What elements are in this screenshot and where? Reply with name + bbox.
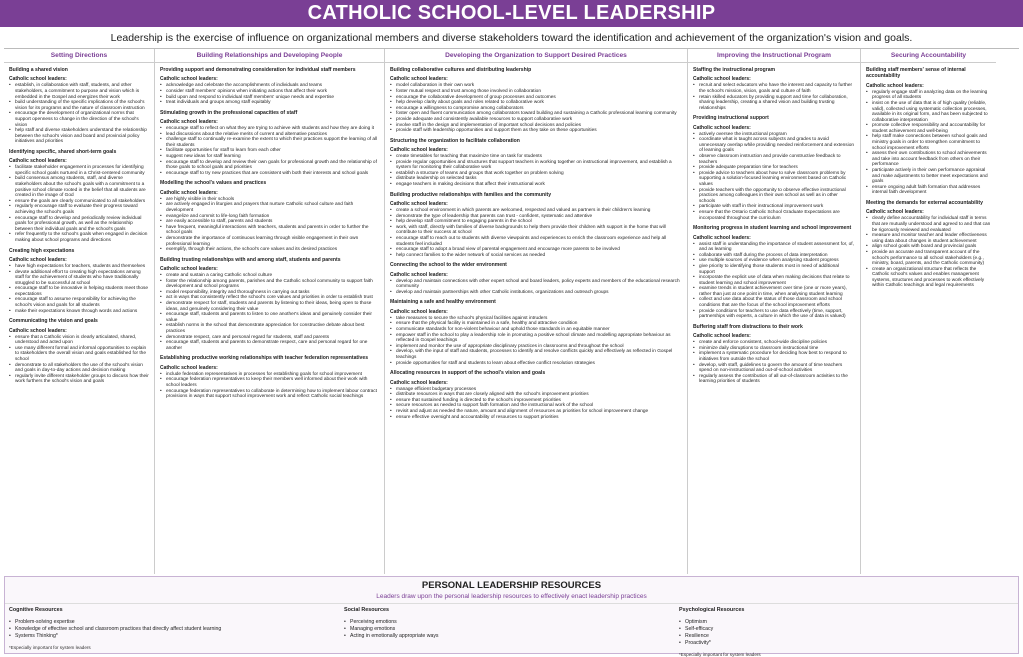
bullet-item: • develop, with the input of staff and students, processes to identify and resolve conflicts quickly and effectively as reflected in Gospel teachings	[390, 349, 682, 360]
bullet-item: • challenge staff to continually re-examine the extent to which their practices support the learning of all their students	[160, 137, 379, 148]
bullet-item: • assist staff in understanding the importance of student assessment for, of, and as learning	[693, 242, 855, 253]
bullet-item: • encourage federation representatives to collaborate in determining how to implement labour contract provisions in ways that support school improvement work and reflect Catholic social teachings	[160, 389, 379, 400]
bullet-item: • encourage staff, students and parents to demonstrate respect, care and personal regard for one another	[160, 340, 379, 351]
resource-item: • Systems Thinking*	[9, 633, 338, 640]
section-title: Buffering staff from distractions to their work	[693, 323, 803, 330]
leaders-label: Catholic school leaders:	[390, 76, 448, 83]
page-title: CATHOLIC SCHOOL-LEVEL LEADERSHIP	[0, 0, 1023, 27]
bullet-item: • provide advice to teachers about how to solve classroom problems by supporting a solution-focused learning environment based on Catholic values	[693, 171, 855, 188]
bullet-item: • establish, in collaboration with staff, students, and other stakeholders, a commitment to purpose and vision which is embedded in the Gospel and energizes their work	[9, 83, 149, 100]
bullet-item: • manage efficient budgetary processes	[390, 387, 682, 393]
bullet-item: • help connect families to the wider network of social services as needed	[390, 253, 682, 259]
bullet-list	[160, 372, 379, 400]
bullet-item: • encourage staff to assume responsibility for achieving the school's vision and goals for all students	[9, 297, 149, 308]
bullet-item: • provide teachers with the opportunity to observe effective instructional practices among colleagues in their own school as well as in other schools	[693, 188, 855, 205]
bullet-item: • provide opportunities for staff and students to learn about effective conflict resolution strategies	[390, 361, 682, 367]
resource-item: • Proactivity*	[679, 640, 1008, 647]
bullet-list	[390, 387, 682, 421]
resource-item: • Perceiving emotions	[344, 619, 673, 626]
bullet-item: • ensure that a Catholic vision is clearly articulated, shared, understood and acted upon	[9, 335, 149, 346]
bullet-item: • provide conditions for teachers to use data effectively (time, support, partnerships with experts, a culture in which the use of data is valued)	[693, 309, 855, 320]
bullet-item: • help staff make connections between school goals and ministry goals in order to strengthen commitment to school improvement efforts	[866, 134, 991, 151]
bullet-item: • retain skilled educators by providing support and time for collaboration, sharing leadership, creating a shared vision and building trusting relationships	[693, 95, 855, 112]
bullet-item: • secure resources as needed to support faith formation and the instructional work of the school	[390, 403, 682, 409]
section-title: Building collaborative cultures and distributing leadership	[390, 67, 532, 73]
bullet-list	[693, 132, 855, 222]
bullet-item: • implement and monitor the use of appropriate disciplinary practices in classrooms and throughout the school	[390, 344, 682, 350]
bullet-item: • model responsibility, integrity and thoroughness in carrying out tasks	[160, 290, 379, 296]
bullet-item: • foster mutual respect and trust among those involved in collaboration	[390, 89, 682, 95]
column-heading: Building Relationships and Developing People	[155, 49, 384, 63]
bullet-item: • make their expectations known through words and actions	[9, 309, 149, 315]
bullet-item: • align school goals with board and provincial goals	[866, 244, 991, 250]
bullet-item: • demonstrate the importance of continuous learning through visible engagement in their own professional learning	[160, 236, 379, 247]
bullet-item: • have frequent, meaningful interactions with teachers, students and parents in order to further the school goals	[160, 225, 379, 236]
bullet-item: • lead discussions about the relative merits of current and alternative practices	[160, 132, 379, 138]
leaders-label: Catholic school leaders:	[693, 124, 751, 131]
resource-item: • Acting in emotionally appropriate ways	[344, 633, 673, 640]
section-title: Meeting the demands for external accountability	[866, 200, 983, 206]
resource-list	[679, 619, 1008, 647]
resource-list	[344, 619, 673, 640]
column-3	[687, 49, 860, 574]
bullet-item: • measure and monitor teacher and leader effectiveness using data about changes in student achievement	[866, 233, 991, 244]
leadership-columns	[4, 48, 1019, 574]
leaders-label: Catholic school leaders:	[9, 256, 67, 263]
section-title: Building trusting relationships with and among staff, students and parents	[160, 256, 341, 263]
bullet-item: • revisit and adjust as needed the nature, amount and alignment of resources as priorities for school improvement change	[390, 409, 682, 415]
bullet-item: • acknowledge and celebrate the accomplishments of individuals and teams	[160, 83, 379, 89]
bullet-item: • encourage staff to be innovative in helping students meet those expectations	[9, 286, 149, 297]
bullet-list	[160, 126, 379, 176]
bullet-item: • refer frequently to the school's goals when engaged in decision making about school programs and directions	[9, 232, 149, 243]
section-title: Maintaining a safe and healthy environment	[390, 299, 496, 306]
bullet-list	[693, 83, 855, 111]
bullet-item: • consider staff members' opinions when initiating actions that affect their work	[160, 89, 379, 95]
bullet-item: • assess their own contributions to school achievements and take into account feedback from others on their performance	[866, 151, 991, 168]
section-title: Monitoring progress in student learning and school improvement	[693, 225, 852, 232]
resource-item: • Knowledge of effective school and classroom practices that directly affect student learning	[9, 626, 338, 633]
leaders-label: Catholic school leaders:	[160, 364, 218, 371]
resource-item: • Managing emotions	[344, 626, 673, 633]
leaders-label: Catholic school leaders:	[160, 119, 218, 126]
bullet-item: • participate actively in their own performance appraisal and make adjustments to better meet expectations and goals	[866, 168, 991, 185]
resource-group-title: Social Resources	[344, 607, 389, 613]
bullet-item: • develop and maintain connections with other expert school and board leaders, policy experts and members of the educational research community	[390, 279, 682, 290]
leaders-label: Catholic school leaders:	[9, 327, 67, 334]
bullet-item: • clearly define accountability for individual staff in terms that are mutually understood and agreed to and that can be rigorously reviewed and evaluated	[866, 216, 991, 233]
resource-group-1	[344, 607, 679, 657]
personal-resources-subtitle: Leaders draw upon the personal leadership resources to effectively enact leadership practices	[5, 591, 1018, 604]
leaders-label: Catholic school leaders:	[390, 200, 448, 207]
leaders-label: Catholic school leaders:	[390, 379, 448, 386]
bullet-item: • use many different formal and informal opportunities to explain to stakeholders the overall vision and goals established for the school	[9, 346, 149, 363]
leaders-label: Catholic school leaders:	[693, 333, 751, 340]
bullet-item: • act in ways that consistently reflect the school's core values and priorities in order to establish trust	[160, 295, 379, 301]
bullet-item: • incorporate the explicit use of data when making decisions that relate to student learning and school improvement	[693, 275, 855, 286]
section-title: Building a shared vision	[9, 67, 68, 73]
section-title: Creating high expectations	[9, 247, 75, 254]
bullet-item: • establish norms in the school that demonstrate appreciation for constructive debate about best practices	[160, 323, 379, 334]
bullet-item: • develop and maintain partnerships with other Catholic institutions, organizations and outreach groups	[390, 290, 682, 296]
bullet-item: • ensure effective oversight and accountability of resources to support priorities	[390, 415, 682, 421]
bullet-item: • evangelize and commit to life-long faith formation	[160, 214, 379, 220]
column-0	[4, 49, 154, 574]
bullet-list	[866, 90, 991, 196]
leaders-label: Catholic school leaders:	[390, 308, 448, 315]
bullet-item: • actively oversee the instructional program	[693, 132, 855, 138]
column-1	[154, 49, 384, 574]
column-heading: Setting Directions	[4, 49, 154, 63]
bullet-list	[866, 216, 991, 289]
bullet-item: • encourage staff, students and parents to listen to one another's ideas and genuinely consider their value	[160, 312, 379, 323]
bullet-item: • demonstrate the type of leadership that parents can trust - confident, systematic and attentive	[390, 214, 682, 220]
resource-group-title: Cognitive Resources	[9, 607, 63, 613]
bullet-item: • ensure that the Ontario Catholic School Graduate Expectations are incorporated throughout the curriculum	[693, 210, 855, 221]
resource-group-0	[9, 607, 344, 657]
resource-item: • Optimism	[679, 619, 1008, 626]
bullet-item: • distribute resources in ways that are closely aligned with the school's improvement priorities	[390, 392, 682, 398]
bullet-list	[160, 273, 379, 351]
bullet-item: • facilitate opportunities for staff to learn from each other	[160, 148, 379, 154]
section-title: Establishing productive working relationships with teacher federation representatives	[160, 355, 369, 362]
bullet-item: • help develop staff commitment to engaging parents in the school	[390, 219, 682, 225]
bullet-item: • minimize daily disruptions to classroom instructional time	[693, 346, 855, 352]
bullet-item: • coordinate what is taught across subjects and grades to avoid unnecessary overlap while providing needed reinforcement and extension of learning goals	[693, 137, 855, 154]
bullet-list	[9, 165, 149, 243]
bullet-list	[160, 197, 379, 253]
bullet-item: • establish a structure of teams and groups that work together on problem solving	[390, 171, 682, 177]
bullet-item: • create a school environment in which parents are welcomed, respected and valued as partners in their children's learning	[390, 208, 682, 214]
leaders-label: Catholic school leaders:	[693, 76, 751, 83]
bullet-item: • model collaboration in their own work	[390, 83, 682, 89]
bullet-item: • build consensus among students, staff, and diverse stakeholders about the school's goals with a commitment to a positive school climate rooted in the belief that all students are created in the image of God	[9, 176, 149, 198]
leaders-label: Catholic school leaders:	[9, 76, 67, 83]
bullet-item: • ensure that the physical facility is maintained in a safe, healthy and attractive condition	[390, 321, 682, 327]
leaders-label: Catholic school leaders:	[160, 266, 218, 273]
bullet-item: • distribute leadership on selected tasks	[390, 176, 682, 182]
bullet-item: • participate with staff in their instructional improvement work	[693, 204, 855, 210]
bullet-item: • build understanding of the specific implications of the school's vision for its programs and the nature of classroom instruction	[9, 100, 149, 111]
leaders-label: Catholic school leaders:	[693, 234, 751, 241]
leaders-label: Catholic school leaders:	[390, 147, 448, 154]
bullet-item: • are easily accessible to staff, parents and students	[160, 219, 379, 225]
personal-resources-title: PERSONAL LEADERSHIP RESOURCES	[421, 580, 602, 591]
bullet-item: • encourage staff to reflect on what they are trying to achieve with students and how they are doing it	[160, 126, 379, 132]
bullet-list	[390, 83, 682, 133]
bullet-item: • ensure that sustained funding is directed to the school's improvement priorities	[390, 398, 682, 404]
bullet-item: • create timetables for teaching that maximize time on task for students	[390, 154, 682, 160]
bullet-item: • foster the relationship among parents, parishes and the Catholic school community to support faith development and school programs	[160, 279, 379, 290]
bullet-item: • create an organizational structure that reflects the Catholic school's values and enables management systems, structures and processes to work effectively within Catholic teachings and legal requirements	[866, 267, 991, 289]
bullet-item: • engage teachers in making decisions that affect their instructional work	[390, 182, 682, 188]
page-tagline: Leadership is the exercise of influence on organizational members and diverse stakeholders toward the identification and achievement of the organization's vision and goals.	[110, 32, 913, 44]
bullet-item: • build upon and respond to individual staff members' unique needs and expertise	[160, 95, 379, 101]
leaders-label: Catholic school leaders:	[866, 82, 924, 89]
bullet-item: • regularly engage staff in analyzing data on the learning progress of all students	[866, 90, 991, 101]
bullet-item: • treat individuals and groups among staff equitably	[160, 100, 379, 106]
bullet-list	[9, 264, 149, 314]
bullet-list	[160, 83, 379, 105]
bullet-item: • provide regular opportunities and structures that support teachers in working together on instructional improvement, and establish a system for monitoring their collaborative work	[390, 160, 682, 171]
bullet-item: • have high expectations for teachers, students and themselves	[9, 264, 149, 270]
column-heading: Improving the Instructional Program	[688, 49, 860, 63]
bullet-item: • recruit and select educators who have the interest and capacity to further the school's mission, vision, goals and culture of faith	[693, 83, 855, 94]
bullet-item: • empower staff in the school to play a leadership role in promoting a positive school climate and modelling appropriate behaviour as reflected in Gospel teachings	[390, 333, 682, 344]
bullet-item: • are actively engaged in liturgies and prayers that nurture Catholic school culture and faith development	[160, 202, 379, 213]
section-title: Allocating resources in support of the school's vision and goals	[390, 370, 546, 377]
bullet-item: • implement a systematic procedure for deciding how best to respond to initiatives from outside the school	[693, 351, 855, 362]
bullet-item: • encourage a willingness to compromise among collaborators	[390, 106, 682, 112]
bullet-item: • encourage staff to develop and review their own goals for professional growth and the relationship of those goals to school goals and priorities	[160, 160, 379, 171]
bullet-item: • foster open and fluent communication among collaborators toward building and sustaining a Catholic professional learning community	[390, 111, 682, 117]
bullet-item: • provide adequate and consistently available resources to support collaborative work	[390, 117, 682, 123]
bullet-item: • regularly assess the contribution of all out-of-classroom activities to the learning priorities of students	[693, 374, 855, 385]
section-title: Building staff members' sense of internal accountability	[866, 67, 966, 80]
section-title: Identifying specific, shared short-term goals	[9, 148, 117, 155]
bullet-item: • exemplify, through their actions, the school's core values and its desired practices	[160, 247, 379, 253]
bullet-item: • ensure ongoing adult faith formation that addresses internal faith development	[866, 185, 991, 196]
bullet-list	[390, 208, 682, 258]
bullet-list	[9, 335, 149, 385]
bullet-item: • encourage the collaborative development of group processes and outcomes	[390, 95, 682, 101]
leaders-label: Catholic school leaders:	[9, 158, 67, 165]
personal-resources-panel	[4, 576, 1019, 657]
bullet-item: • ensure the goals are clearly communicated to all stakeholders	[9, 199, 149, 205]
bullet-item: • suggest new ideas for staff learning	[160, 154, 379, 160]
personal-resources-groups	[5, 604, 1018, 657]
bullet-item: • collect and use data about the status of those classroom and school conditions that are the focus of the school improvement efforts	[693, 297, 855, 308]
bullet-item: • encourage staff to try new practices that are consistent with both their interests and school goals	[160, 171, 379, 177]
bullet-item: • insist on the use of data that is of high quality (reliable, valid), collected using systematic collection processes, available in its original form, and has been subjected to collaborative interpretation	[866, 101, 991, 123]
bullet-item: • examine trends in student achievement over time (one or more years), rather than just at one point in time, when analysing student learning	[693, 286, 855, 297]
bullet-item: • work, with staff, directly with families of diverse backgrounds to help them provide their children with support in the home that will contribute to their success at school	[390, 225, 682, 236]
bullet-item: • encourage staff to adopt a broad view of parental engagement and encourage more parents to be involved	[390, 247, 682, 253]
resource-group-title: Psychological Resources	[679, 607, 745, 613]
column-heading: Securing Accountability	[861, 49, 996, 63]
bullet-item: • provide an accurate and transparent account of the school's performance to all school stakeholders (e.g., ministry, board, parents, and the Catholic community)	[866, 250, 991, 267]
section-title: Communicating the vision and goals	[9, 318, 98, 325]
bullet-item: • observe classroom instruction and provide constructive feedback to teachers	[693, 154, 855, 165]
bullet-list	[9, 83, 149, 145]
column-2	[384, 49, 687, 574]
bullet-item: • are highly visible in their schools	[160, 197, 379, 203]
section-title: Building productive relationships with families and the community	[390, 191, 552, 198]
resource-item: • Problem-solving expertise	[9, 619, 338, 626]
bullet-item: • encourage the development of organizational norms that support openness to change in the direction of the school's vision	[9, 111, 149, 128]
section-title: Providing instructional support	[693, 115, 769, 122]
bullet-list	[390, 279, 682, 296]
section-title: Modelling the school's values and practices	[160, 180, 267, 187]
bullet-item: • demonstrate respect for staff, students and parents by listening to their ideas, being open to those ideas, and genuinely considering their value	[160, 301, 379, 312]
column-4	[860, 49, 996, 574]
resource-note: *Especially important for system leaders	[9, 645, 91, 651]
bullet-item: • encourage staff to develop and periodically review individual goals for professional growth, as well as the relationship between their individual goals and the school's goals	[9, 216, 149, 233]
bullet-item: • facilitate stakeholder engagement in processes for identifying specific school goals nurtured in a Christ-centered community	[9, 165, 149, 176]
bullet-item: • devote additional effort to creating high expectations among staff for the achievement of students who have traditionally struggled to be successful at school	[9, 270, 149, 287]
bullet-item: • involve staff in the design and implementation of important school decisions and policies	[390, 123, 682, 129]
bullet-item: • communicate standards for non-violent behaviour and uphold those standards in an equitable manner	[390, 327, 682, 333]
bullet-item: • include federation representatives in processes for establishing goals for school improvement	[160, 372, 379, 378]
section-title: Connecting the school to the wider environment	[390, 262, 507, 269]
bullet-item: • regularly invite different stakeholder groups to discuss how their work furthers the school's vision and goals	[9, 374, 149, 385]
bullet-item: • develop, with staff, guidelines to govern the amount of time teachers spend on non-instructional and out-of-school activities	[693, 363, 855, 374]
bullet-item: • demonstrate to all stakeholders the use of the school's vision and goals in day-to-day actions and decision making	[9, 363, 149, 374]
bullet-item: • give priority to identifying those students most in need of additional support	[693, 264, 855, 275]
bullet-list	[390, 154, 682, 188]
bullet-list	[693, 242, 855, 320]
bullet-item: • encourage staff to reach out to students with diverse viewpoints and experiences to enrich the classroom experience and help all students feel included	[390, 236, 682, 247]
resource-item: • Resilience	[679, 633, 1008, 640]
resource-group-2	[679, 607, 1014, 657]
column-heading: Developing the Organization to Support Desired Practices	[385, 49, 687, 63]
bullet-list	[693, 340, 855, 385]
resource-note: *Especially important for system leaders	[679, 652, 761, 657]
bullet-item: • regularly encourage staff to evaluate their progress toward achieving the school's goals	[9, 204, 149, 215]
section-title: Staffing the instructional program	[693, 67, 776, 73]
bullet-item: • use multiple sources of evidence when analysing student progress	[693, 258, 855, 264]
bullet-item: • help develop clarity about goals and roles related to collaborative work	[390, 100, 682, 106]
bullet-item: • help staff and diverse stakeholders understand the relationship between the school's vision and board and provincial policy initiatives and priorities	[9, 128, 149, 145]
resource-item: • Self-efficacy	[679, 626, 1008, 633]
bullet-item: • demonstrate respect, care and personal regard for students, staff and parents	[160, 335, 379, 341]
section-title: Providing support and demonstrating consideration for individual staff members	[160, 67, 356, 73]
leaders-label: Catholic school leaders:	[866, 209, 924, 216]
bullet-item: • encourage federation representatives to keep their members well informed about their work with school leaders	[160, 377, 379, 388]
leaders-label: Catholic school leaders:	[390, 271, 448, 278]
leaders-label: Catholic school leaders:	[160, 189, 218, 196]
section-title: Stimulating growth in the professional capacities of staff	[160, 109, 298, 116]
bullet-item: • provide staff with leadership opportunities and support them as they take on these opportunities	[390, 128, 682, 134]
leaders-label: Catholic school leaders:	[160, 76, 218, 83]
section-title: Structuring the organization to facilitate collaboration	[390, 137, 520, 144]
bullet-list	[390, 316, 682, 366]
bullet-item: • take measures to secure the school's physical facilities against intruders	[390, 316, 682, 322]
bullet-item: • provide adequate preparation time for teachers	[693, 165, 855, 171]
bullet-item: • collaborate with staff during the process of data interpretation	[693, 253, 855, 259]
resource-list	[9, 619, 338, 640]
bullet-item: • create and sustain a caring Catholic school culture	[160, 273, 379, 279]
bullet-item: • promote collective responsibility and accountability for student achievement and well-being	[866, 123, 991, 134]
bullet-item: • create and enforce consistent, school-wide discipline policies	[693, 340, 855, 346]
